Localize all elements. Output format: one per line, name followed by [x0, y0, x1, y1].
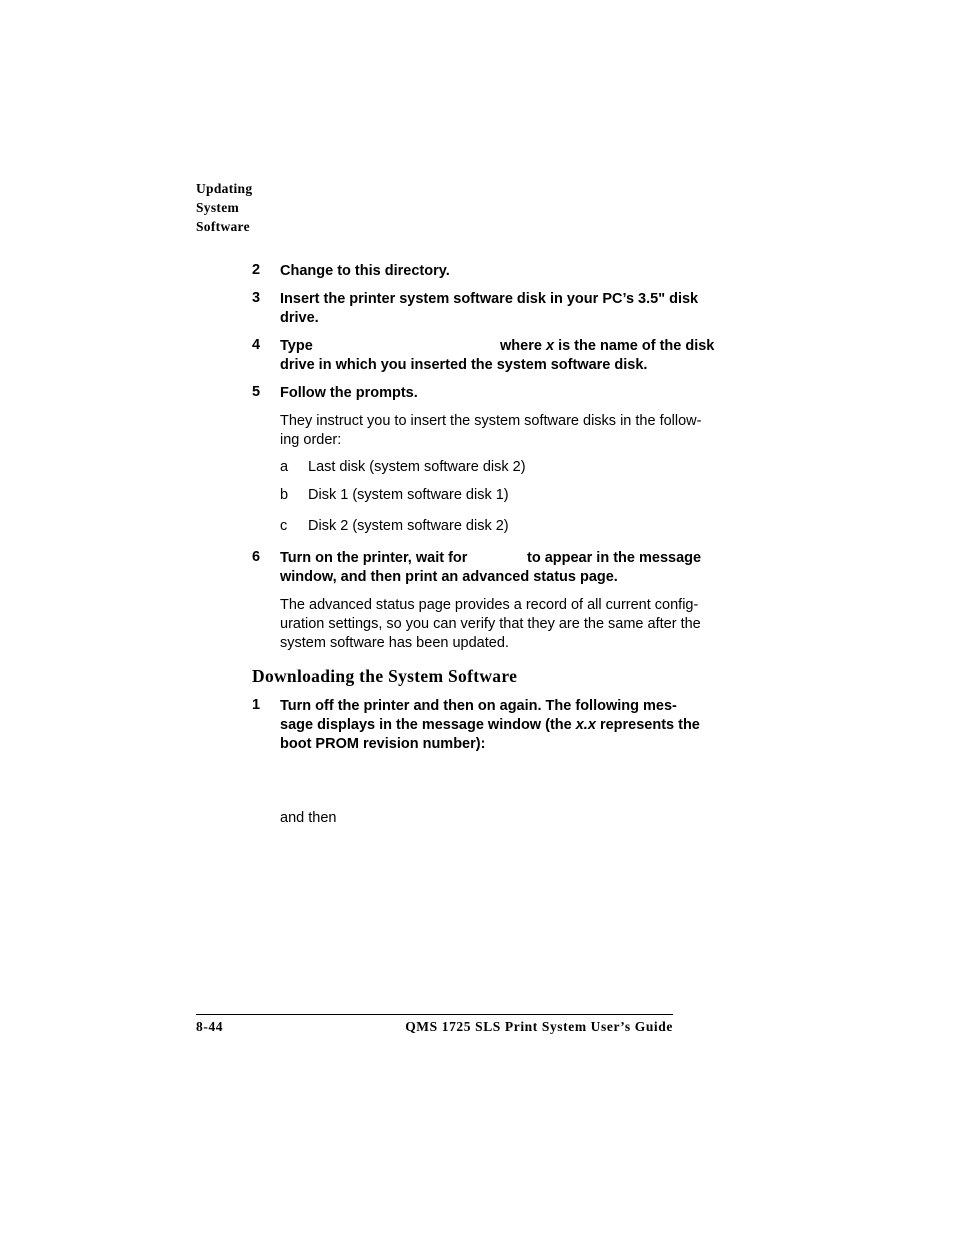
section-heading: Downloading the System Software	[252, 666, 518, 686]
footer-title: QMS 1725 SLS Print System User’s Guide	[405, 1019, 673, 1034]
footer-rule	[196, 1014, 673, 1015]
step-number: 5	[252, 384, 261, 400]
sidebar-line: System	[196, 200, 240, 215]
step-text	[280, 337, 735, 375]
step-text: Follow the prompts.	[280, 385, 418, 401]
step-text	[280, 290, 735, 328]
step-line: window, and then print an advanced status page.	[280, 569, 618, 585]
substep-text: Last disk (system software disk 2)	[308, 459, 526, 475]
drive-variable: x	[545, 338, 555, 354]
substep-text: Disk 2 (system software disk 2)	[308, 518, 509, 534]
body-line: The advanced status page provides a record of all current config-	[280, 597, 699, 613]
step-line: drive.	[280, 310, 319, 326]
revision-variable: x.x	[575, 717, 596, 733]
substep-letter: b	[280, 487, 289, 503]
substep-text: Disk 1 (system software disk 1)	[308, 487, 509, 503]
step-line-rest: represents the	[599, 717, 700, 733]
step-body	[280, 596, 735, 653]
step-text: Change to this directory.	[280, 263, 450, 279]
page-number: 8-44	[196, 1019, 224, 1034]
step-text	[280, 697, 735, 754]
step-body	[280, 412, 735, 450]
step-line: Insert the printer system software disk in your PC’s 3.5" disk	[280, 291, 699, 307]
step-number: 4	[252, 337, 261, 353]
step-line: sage displays in the message window (the	[280, 717, 572, 733]
and-then-text: and then	[280, 810, 337, 826]
sidebar-line: Updating	[196, 181, 253, 196]
step-line: boot PROM revision number):	[280, 736, 486, 752]
step-number: 1	[252, 697, 261, 713]
body-line: They instruct you to insert the system software disks in the follow-	[280, 413, 702, 429]
body-line: uration settings, so you can verify that they are the same after the	[280, 616, 701, 632]
type-word: Type	[280, 338, 313, 354]
step-line-rest: to appear in the message	[527, 550, 702, 566]
where-word: where	[500, 338, 542, 354]
step-number: 2	[252, 262, 261, 278]
substep-letter: c	[280, 518, 288, 534]
substep-letter: a	[280, 459, 289, 475]
step-line: Turn off the printer and then on again. The following mes-	[280, 698, 677, 714]
step-line: drive in which you inserted the system software disk.	[280, 357, 648, 373]
step-line-rest: is the name of the disk	[558, 338, 715, 354]
step-number: 3	[252, 290, 261, 306]
sidebar-heading	[196, 179, 252, 236]
body-line: system software has been updated.	[280, 635, 509, 651]
step-line: Turn on the printer, wait for	[280, 550, 468, 566]
body-line: ing order:	[280, 432, 342, 448]
sidebar-line: Software	[196, 219, 250, 234]
step-text	[280, 549, 735, 587]
step-number: 6	[252, 549, 261, 565]
